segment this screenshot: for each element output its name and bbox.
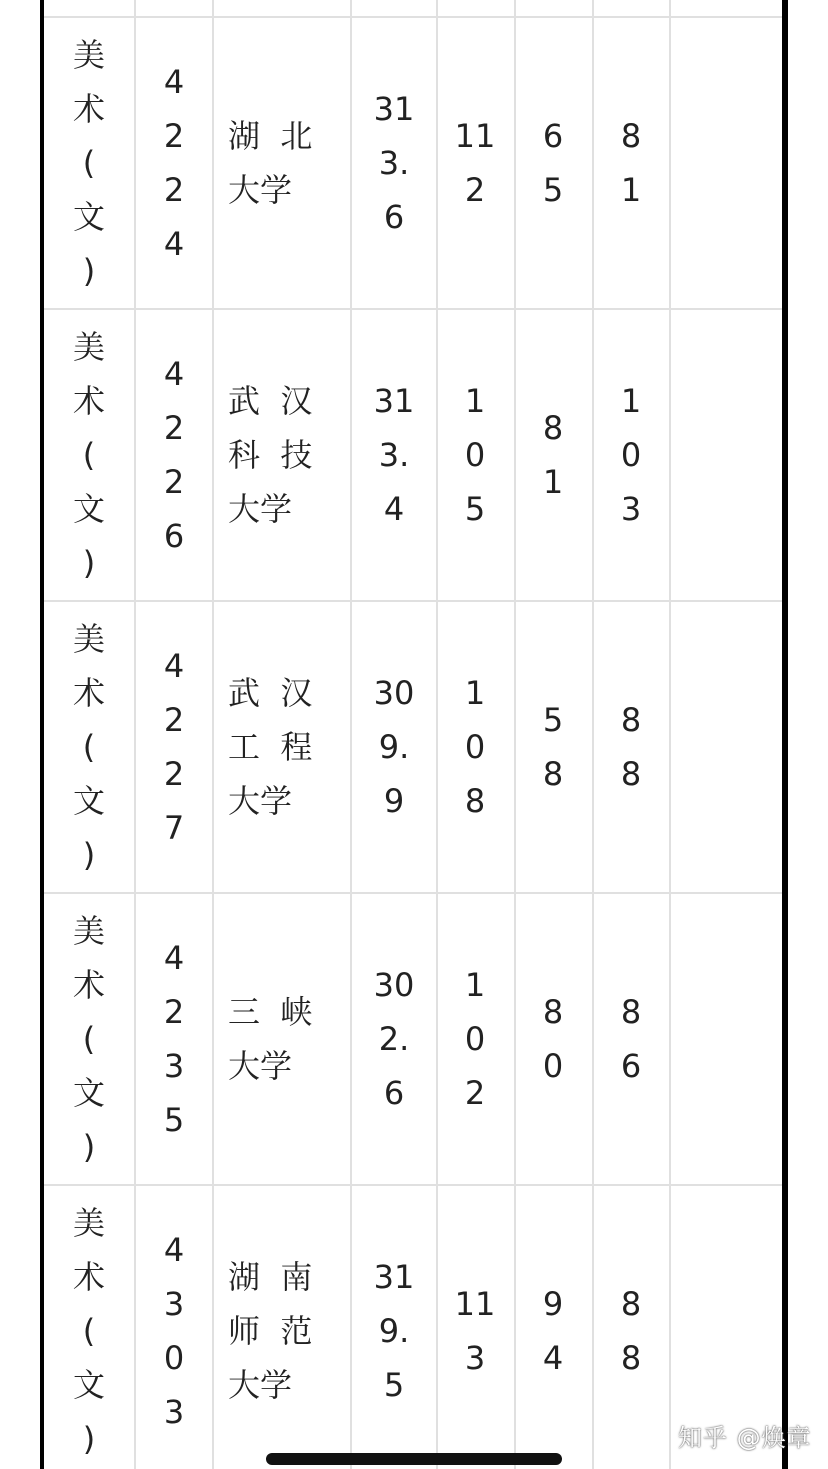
value-cell: 5 8 xyxy=(542,701,564,793)
score-cell: 30 2. 6 xyxy=(373,966,415,1112)
column-divider xyxy=(350,0,352,1469)
code-cell: 4 3 0 3 xyxy=(163,1231,185,1431)
column-divider xyxy=(134,0,136,1469)
column-divider xyxy=(212,0,214,1469)
major-cell: 美 术 ( 文 ) xyxy=(72,328,105,582)
major-cell: 美 术 ( 文 ) xyxy=(72,912,105,1166)
value-cell: 1 0 3 xyxy=(620,382,642,528)
code-cell: 4 2 3 5 xyxy=(163,939,185,1139)
value-cell: 11 3 xyxy=(454,1285,496,1377)
phone-bezel-right xyxy=(782,0,828,1469)
value-cell: 1 0 5 xyxy=(464,382,486,528)
value-cell: 8 8 xyxy=(620,1285,642,1377)
column-divider xyxy=(514,0,516,1469)
major-cell: 美 术 ( 文 ) xyxy=(72,36,105,290)
value-cell: 1 0 2 xyxy=(464,966,486,1112)
row-divider xyxy=(44,16,782,18)
phone-bezel-left xyxy=(0,0,44,1469)
watermark: 知乎 @焕章 xyxy=(678,1424,812,1452)
column-divider xyxy=(436,0,438,1469)
admission-table xyxy=(44,0,782,1469)
school-cell: 三 峡 大学 xyxy=(228,993,313,1085)
value-cell: 11 2 xyxy=(454,117,496,209)
row-divider xyxy=(44,1184,782,1186)
value-cell: 1 0 8 xyxy=(464,674,486,820)
value-cell: 8 8 xyxy=(620,701,642,793)
school-cell: 武 汉 科 技 大学 xyxy=(228,382,313,528)
value-cell: 6 5 xyxy=(542,117,564,209)
value-cell: 8 1 xyxy=(542,409,564,501)
major-cell: 美 术 ( 文 ) xyxy=(72,620,105,874)
home-indicator[interactable] xyxy=(266,1453,562,1465)
column-divider xyxy=(669,0,671,1469)
value-cell: 8 6 xyxy=(620,993,642,1085)
row-divider xyxy=(44,892,782,894)
score-cell: 30 9. 9 xyxy=(373,674,415,820)
major-cell: 美 术 ( 文 ) xyxy=(72,1204,105,1458)
school-cell: 武 汉 工 程 大学 xyxy=(228,674,313,820)
row-divider xyxy=(44,600,782,602)
score-cell: 31 9. 5 xyxy=(373,1258,415,1404)
school-cell: 湖 北 大学 xyxy=(228,117,313,209)
value-cell: 9 4 xyxy=(542,1285,564,1377)
code-cell: 4 2 2 4 xyxy=(163,63,185,263)
column-divider xyxy=(592,0,594,1469)
code-cell: 4 2 2 6 xyxy=(163,355,185,555)
score-cell: 31 3. 6 xyxy=(373,90,415,236)
code-cell: 4 2 2 7 xyxy=(163,647,185,847)
value-cell: 8 1 xyxy=(620,117,642,209)
score-cell: 31 3. 4 xyxy=(373,382,415,528)
school-cell: 湖 南 师 范 大学 xyxy=(228,1258,313,1404)
row-divider xyxy=(44,308,782,310)
value-cell: 8 0 xyxy=(542,993,564,1085)
